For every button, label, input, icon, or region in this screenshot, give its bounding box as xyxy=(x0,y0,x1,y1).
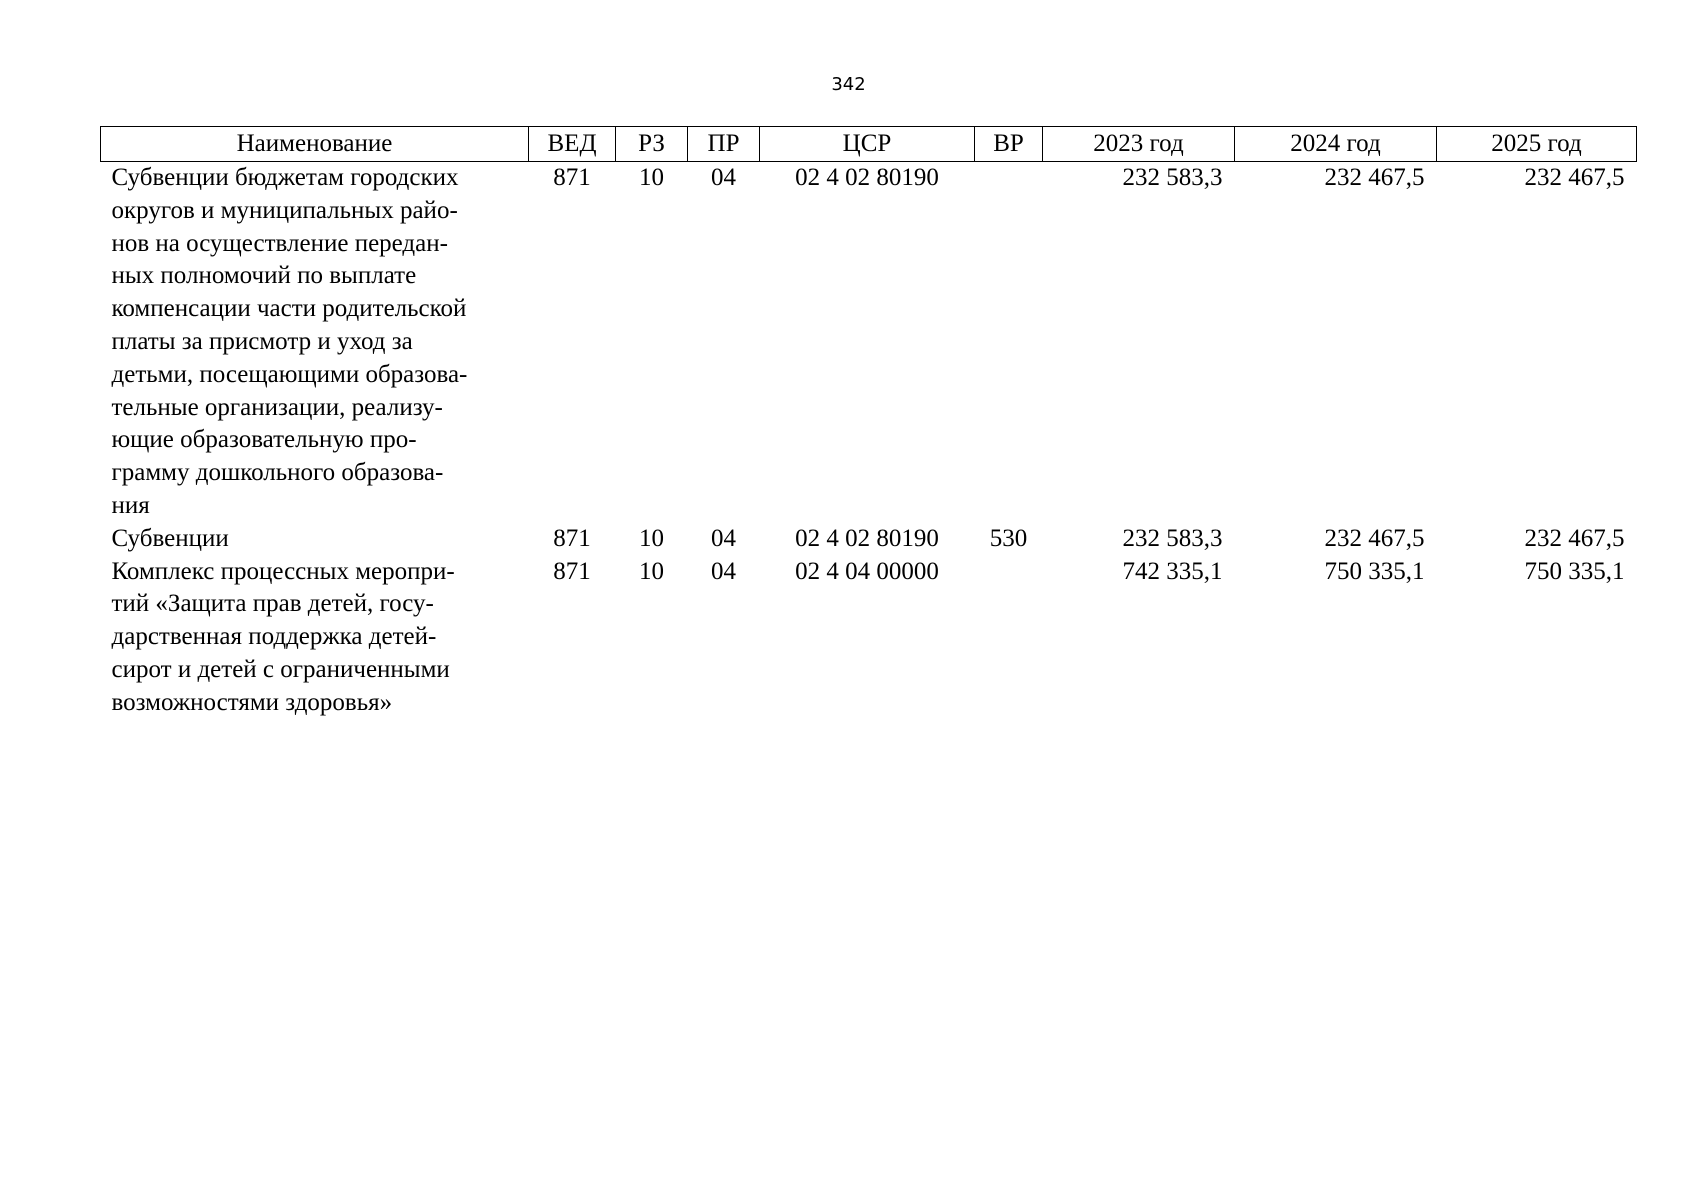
table-row xyxy=(101,523,1637,556)
table-body xyxy=(101,162,1637,720)
name-line: нов на осуществление передан- xyxy=(111,229,448,257)
name-line: платы за присмотр и уход за xyxy=(111,327,413,355)
row-vr: 530 xyxy=(989,524,1028,552)
row-2023: 232 583,3 xyxy=(1122,164,1223,191)
name-line: компенсации части родительской xyxy=(111,295,467,323)
row-csr: 02 4 04 00000 xyxy=(795,557,939,585)
row-2024: 750 335,1 xyxy=(1324,557,1425,585)
row-2025: 750 335,1 xyxy=(1524,557,1625,585)
name-line: округов и муниципальных райо- xyxy=(111,196,458,224)
header-ved: ВЕД xyxy=(529,127,616,162)
budget-table xyxy=(100,126,1637,720)
name-line: Комплекс процессных меропри- xyxy=(111,557,455,585)
name-line: возможностями здоровья» xyxy=(111,688,393,716)
name-line: тий «Защита прав детей, госу- xyxy=(111,590,434,618)
row-vr xyxy=(975,556,1043,720)
row-csr: 02 4 02 80190 xyxy=(795,164,939,191)
row-2024: 232 467,5 xyxy=(1324,164,1425,191)
table-row xyxy=(101,162,1637,523)
name-line: ных полномочий по выплате xyxy=(111,262,417,290)
row-vr xyxy=(975,162,1043,523)
row-2025: 232 467,5 xyxy=(1524,164,1625,191)
row-pr: 04 xyxy=(711,164,736,191)
row-ved: 871 xyxy=(553,557,591,585)
row-2023: 742 335,1 xyxy=(1122,557,1223,585)
header-pr: ПР xyxy=(688,127,760,162)
name-line: Субвенции бюджетам городских xyxy=(111,164,459,191)
header-2023: 2023 год xyxy=(1043,127,1235,162)
header-row xyxy=(101,127,1637,162)
table-row xyxy=(101,556,1637,720)
header-name: Наименование xyxy=(101,127,529,162)
row-pr: 04 xyxy=(711,524,736,552)
header-2025: 2025 год xyxy=(1437,127,1637,162)
name-line: ющие образовательную про- xyxy=(111,426,417,454)
name-line: сирот и детей с ограниченными xyxy=(111,655,450,683)
row-pr: 04 xyxy=(711,557,736,585)
header-rz: РЗ xyxy=(616,127,688,162)
name-line: грамму дошкольного образова- xyxy=(111,459,444,487)
table-header xyxy=(101,127,1637,162)
name-line: детьми, посещающими образова- xyxy=(111,360,468,388)
row-name xyxy=(101,162,529,523)
row-name xyxy=(101,523,529,556)
header-vr: ВР xyxy=(975,127,1043,162)
row-csr: 02 4 02 80190 xyxy=(795,524,939,552)
row-2024: 232 467,5 xyxy=(1324,524,1425,552)
name-line: Субвенции xyxy=(111,524,229,552)
name-line: тельные организации, реализу- xyxy=(111,393,443,421)
header-csr: ЦСР xyxy=(760,127,975,162)
row-name xyxy=(101,556,529,720)
header-2024: 2024 год xyxy=(1235,127,1437,162)
name-line: дарственная поддержка детей- xyxy=(111,623,437,651)
name-line: ния xyxy=(111,491,150,519)
row-rz: 10 xyxy=(639,557,664,585)
page-number: 342 xyxy=(831,74,866,95)
row-ved: 871 xyxy=(553,164,591,191)
row-2025: 232 467,5 xyxy=(1524,524,1625,552)
row-rz: 10 xyxy=(639,164,664,191)
row-2023: 232 583,3 xyxy=(1122,524,1223,552)
row-rz: 10 xyxy=(639,524,664,552)
row-ved: 871 xyxy=(553,524,591,552)
